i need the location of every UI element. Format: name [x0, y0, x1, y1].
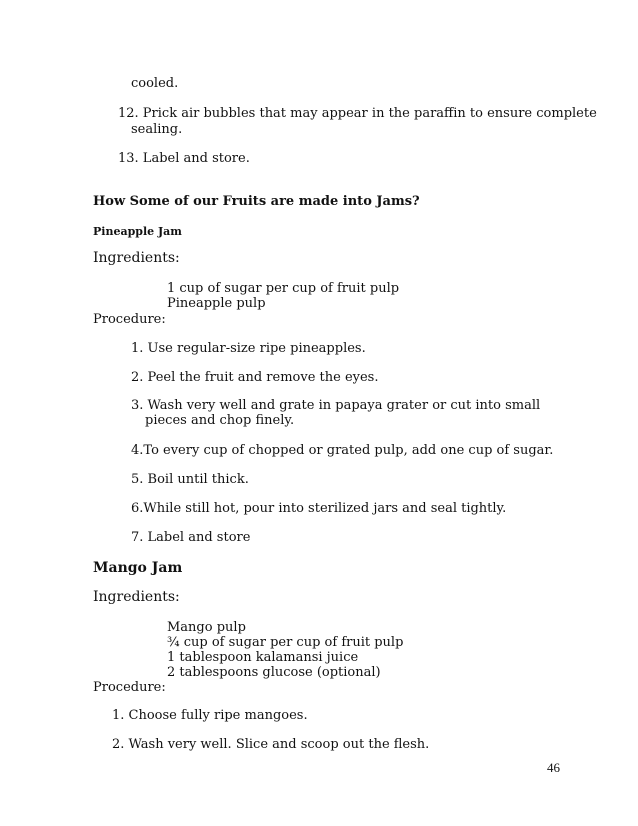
pineapple-step: 7. Label and store [131, 530, 251, 545]
mango-procedure-label: Procedure: [93, 680, 166, 695]
continued-text: cooled. [131, 76, 179, 91]
mango-step: 1. Choose fully ripe mangoes. [112, 708, 308, 723]
pineapple-procedure-label: Procedure: [93, 312, 166, 327]
step-12-line-1: 12. Prick air bubbles that may appear in the paraffin to ensure complete [118, 106, 597, 121]
pineapple-step: 1. Use regular-size ripe pineapples. [131, 341, 366, 356]
pineapple-step: 6.While still hot, pour into sterilized jars and seal tightly. [131, 501, 507, 516]
pineapple-ingredients-label: Ingredients: [93, 250, 180, 266]
mango-jam-title: Mango Jam [93, 560, 183, 576]
mango-ingredient: Mango pulp [167, 620, 246, 635]
page-number: 46 [547, 760, 560, 775]
mango-step: 2. Wash very well. Slice and scoop out the flesh. [112, 737, 430, 752]
pineapple-jam-title: Pineapple Jam [93, 225, 182, 238]
pineapple-ingredient: Pineapple pulp [167, 296, 266, 311]
mango-ingredient: ¾ cup of sugar per cup of fruit pulp [167, 635, 404, 650]
pineapple-step: 4.To every cup of chopped or grated pulp, add one cup of sugar. [131, 443, 554, 458]
mango-ingredient: 2 tablespoons glucose (optional) [167, 665, 381, 680]
step-13: 13. Label and store. [118, 151, 250, 166]
pineapple-step: 2. Peel the fruit and remove the eyes. [131, 370, 379, 385]
mango-ingredient: 1 tablespoon kalamansi juice [167, 650, 359, 665]
step-12-line-2: sealing. [131, 122, 183, 137]
pineapple-step-continuation: pieces and chop finely. [145, 413, 295, 428]
pineapple-ingredient: 1 cup of sugar per cup of fruit pulp [167, 281, 400, 296]
section-heading: How Some of our Fruits are made into Jams? [93, 194, 420, 209]
pineapple-step: 3. Wash very well and grate in papaya grater or cut into small [131, 398, 541, 413]
mango-ingredients-label: Ingredients: [93, 589, 180, 605]
pineapple-step: 5. Boil until thick. [131, 472, 249, 487]
